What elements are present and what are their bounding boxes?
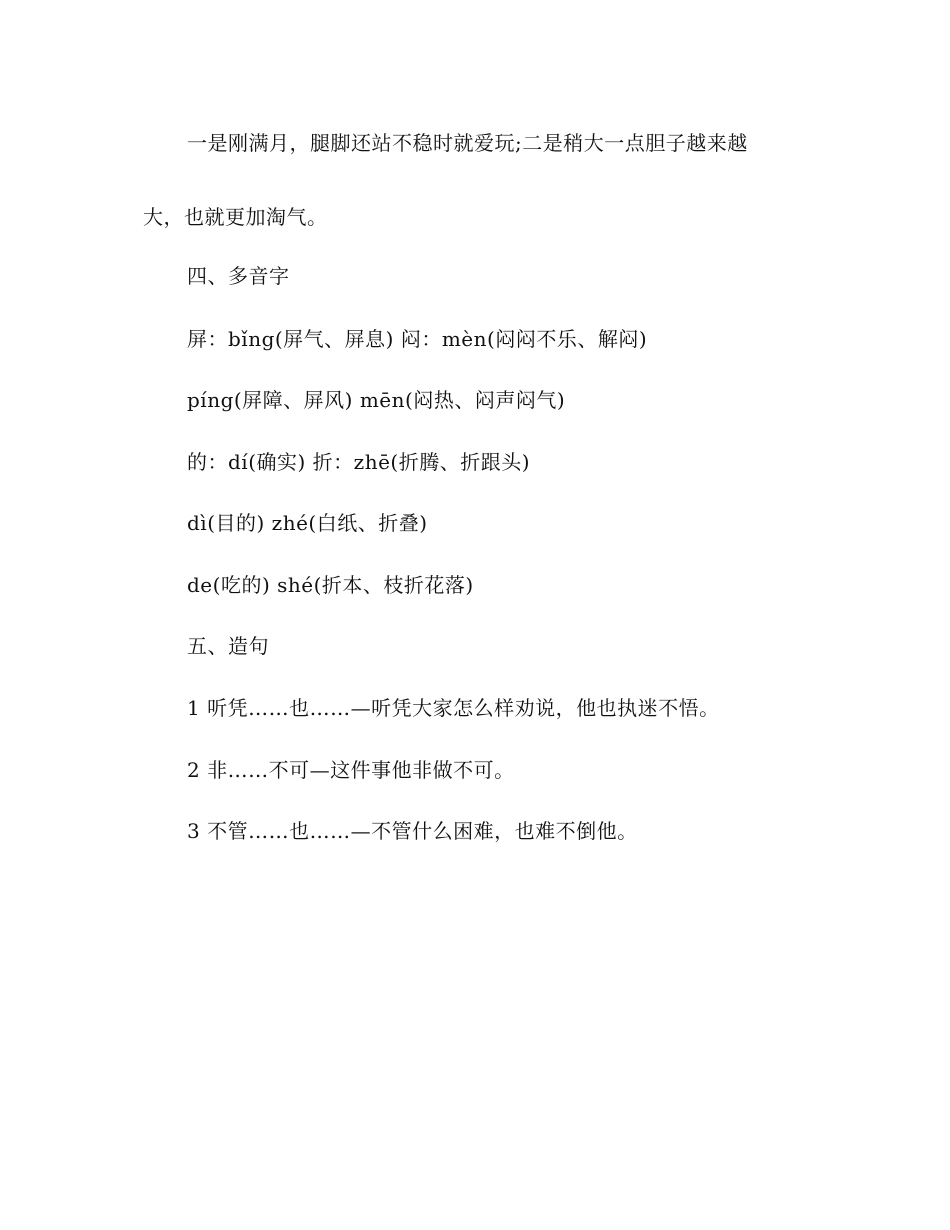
polyphonic-line-1: 屏：bǐng(屏气、屏息) 闷：mèn(闷闷不乐、解闷) xyxy=(187,327,648,351)
paragraph-continuation-line-2: 大，也就更加淘气。 xyxy=(143,205,328,229)
polyphonic-line-3: 的：dí(确实) 折：zhē(折腾、折跟头) xyxy=(187,450,531,474)
paragraph-continuation-line-1: 一是刚满月，腿脚还站不稳时就爱玩;二是稍大一点胆子越来越 xyxy=(187,131,748,155)
sentence-example-2: 2 非……不可—这件事他非做不可。 xyxy=(187,758,515,782)
section-heading-polyphonic: 四、多音字 xyxy=(187,264,290,288)
polyphonic-line-5: de(吃的) shé(折本、枝折花落) xyxy=(187,573,474,597)
polyphonic-line-2: píng(屏障、屏风) mēn(闷热、闷声闷气) xyxy=(187,388,566,412)
section-heading-sentences: 五、造句 xyxy=(187,634,269,658)
sentence-example-3: 3 不管……也……—不管什么困难，也难不倒他。 xyxy=(187,819,638,843)
sentence-example-1: 1 听凭……也……—听凭大家怎么样劝说，他也执迷不悟。 xyxy=(187,696,720,720)
polyphonic-line-4: dì(目的) zhé(白纸、折叠) xyxy=(187,511,428,535)
